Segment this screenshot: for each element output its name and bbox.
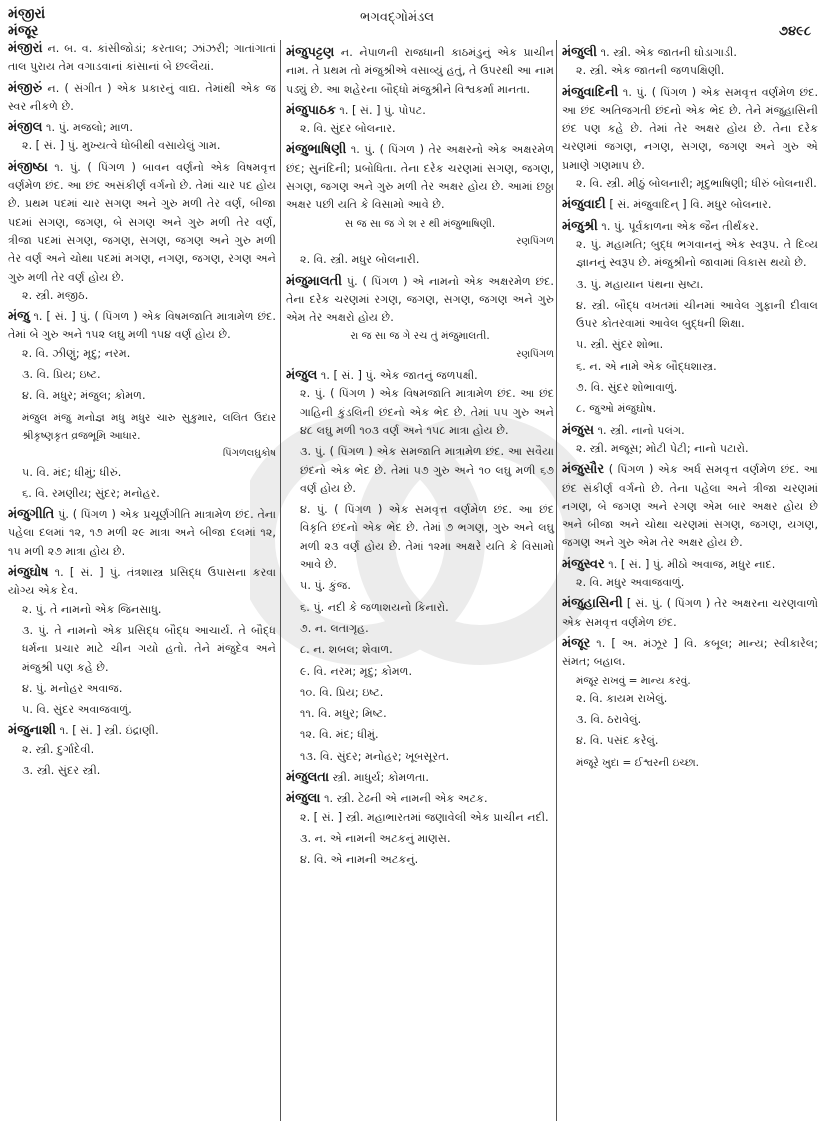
page-number: ૭૪૯૮ — [779, 24, 811, 39]
dictionary-entry — [8, 506, 276, 561]
sense: ૩. ન. એ નામની અટકનું માણસ. — [300, 831, 451, 845]
definition: સ્ત્રી. માધુર્ય; કોમળતા. — [332, 770, 429, 784]
dictionary-entry — [8, 119, 276, 156]
sense: ૧૩. વિ. સુંદર; મનોહર; ખૂબસૂરત. — [300, 749, 450, 763]
headword: મંજુલ — [286, 368, 318, 384]
definition: પું. ( પિંગળ ) એ નામનો એક અક્ષરમેળ છંદ. તેના દરેક ચરણમાં રગણ, જગણ, સગણ, જગણ અને ગુરુ એમ તેર અક્ષરો હોય છે. — [286, 274, 554, 325]
guide-words — [8, 6, 45, 40]
definition: ૧. [ સં. ] પું. પોપટ. — [339, 103, 426, 117]
dictionary-entry — [562, 595, 818, 632]
dictionary-entry — [562, 196, 818, 214]
definition: ( પિંગળ ) એક અર્ધ સમવૃત્ત વર્ણમેળ છંદ. આ છંદ સંકીર્ણ વર્ગનો છે. તેના પહેલા અને ત્રીજા ચરણમાં નગણ, બે જગણ અને રગણ એમ બાર અક્ષર હોય છે અને બીજા અને ચોથા ચરણમાં સગણ, જગણ, યગણ, જગણ અને ગુરુ એમ તેર અક્ષર હોય છે. — [562, 463, 818, 550]
definition: ૧. [ સં. ] પું. એક જાતનું જળપક્ષી. — [320, 369, 478, 383]
dictionary-entry — [286, 102, 554, 139]
sense: ૧૨. વિ. મંદ; ધીમું. — [300, 728, 379, 742]
definition: ૧. પું. ( પિંગળ ) એક સમવૃત્ત વર્ણમેળ છંદ. આ છંદ અતિજગતી છંદનો એક ભેદ છે. તેને મંજુહાસિની છંદ પણ કહે છે. તેમાં તેર અક્ષર હોય છે. તેના દરેક ચરણમાં જગણ, નગણ, સગણ, જગણ અને ગુરુ એ પ્રમાણે ગણમાપ છે. — [562, 85, 819, 172]
definition: [ સં. મંજુવાદિન્ ] વિ. મધુર બોલનાર. — [609, 198, 772, 212]
dictionary-entry — [286, 367, 554, 766]
column-2 — [286, 44, 554, 1127]
guide-word-last: મંજૂર — [8, 23, 39, 39]
headword: મંજુમાલતી — [286, 273, 343, 289]
dictionary-entry — [562, 218, 818, 419]
sense: ૨. [ સં. ] સ્ત્રી. મહાભારતમાં જણાવેલી એક પ્રાચીન નદી. — [300, 810, 549, 824]
headword: મંજુસ્વર — [562, 556, 605, 572]
sense: ૩. સ્ત્રી. સુંદર સ્ત્રી. — [22, 763, 101, 777]
headword: મંજુપટ્ટણ — [286, 45, 335, 60]
definition: [ સં. પું. ( પિંગળ ) તેર અક્ષરના ચરણવાળો એક સમવૃત્ત વર્ણમેળ છંદ. — [562, 597, 819, 629]
sense: ૨. [ સં. ] પું. મુખ્યત્વે ધોબીથી વસાયેલું ગામ. — [22, 139, 221, 153]
sense: ૨. વિ. મધુર અવાજવાળું. — [576, 576, 685, 590]
citation-source: પિંગળલઘુકોષ — [222, 448, 276, 460]
dictionary-entry — [8, 722, 276, 780]
dictionary-entry — [8, 80, 276, 117]
definition: ૧. [ સં. ] પું. તંત્રશાસ્ત્ર પ્રસિદ્ધ ઉપાસના કરવા યોગ્ય એક દેવ. — [8, 566, 276, 598]
definition: ૧. સ્ત્રી. ટેઢની એ નામની એક અટક. — [324, 792, 488, 806]
sense: ૬. પું. નદી કે જળાશયનો કિનારો. — [300, 600, 449, 614]
quotation: રા જ સા જ ગે રચ તું મંજુમાલતી. — [350, 330, 490, 343]
sense: ૧૧. વિ. મધુર; મિષ્ટ. — [300, 707, 387, 721]
sense: ૪. વિ. એ નામની અટકનું. — [300, 853, 419, 867]
definition: ૧. [ અ. મંઝૂર ] વિ. કબૂલ; માન્ય; સ્વીકારેલ; સંમત; બહાલ. — [562, 636, 818, 669]
sense: ૫. પું. કુંજ. — [300, 579, 351, 593]
definition: પું. ( પિંગળ ) એક પ્રચૂર્ણગીતિ માત્રામેળ છંદ. તેના પહેલા દલમાં ૧૨, ૧૭ મળી ૨૯ માત્રા અને બીજા દલમાં ૧૨, ૧૫ મળી ૨૭ માત્રા હોય છે. — [8, 508, 276, 558]
sense: ૨. વિ. સ્ત્રી. મધુર બોલનારી. — [300, 253, 420, 267]
sense: ૬. વિ. રમણીય; સુંદર; મનોહર. — [22, 486, 160, 500]
headword: મંજૂર — [562, 635, 591, 651]
quotation: સ જ સા જ ગે શ ર થી મંજુભાષિણી. — [344, 217, 496, 230]
headword: મંજુપાઠક — [286, 102, 336, 118]
definition: ૧. પું. મજલો; માળ. — [46, 121, 133, 135]
dictionary-entry — [562, 84, 818, 194]
column-3 — [562, 44, 818, 1127]
headword: મંજુલતા — [286, 769, 330, 785]
dictionary-entry — [562, 556, 818, 593]
citation-source: રણપિંગળ — [516, 348, 554, 360]
dictionary-entry — [562, 44, 818, 81]
definition: ૧. [ સં. ] પું. મીઠો અવાજ, મધુર નાદ. — [608, 557, 776, 571]
sense: ૪. વિ. પસંદ કરેલું. — [576, 734, 659, 748]
headword: મંજીરાં — [8, 41, 43, 56]
headword: મંજીષ્ઠા — [8, 159, 48, 175]
dictionary-entry — [8, 308, 276, 503]
quotation: મંજૂર રાખવું = માન્ય કરવું. — [576, 674, 691, 687]
definition: ૧. પું. ( પિંગળ ) તેર અક્ષરનો એક અક્ષરમેળ છંદ; સુનંદિની; પ્રબોધિતા. તેના દરેક ચરણમાં સગણ, જગણ, સગણ, જગણ અને ગુરુ મળી તેર અક્ષર હોય છે. આમાં છઠ્ઠા અક્ષર પછી યતિ કે વિસામો આવે છે. — [286, 143, 554, 212]
dictionary-entry — [8, 564, 276, 719]
sense: ૩. વિ. પ્રિય; ઇષ્ટ. — [22, 368, 101, 382]
dictionary-entry — [562, 461, 818, 552]
sense: ૨. સ્ત્રી. મજૂસ; મોટી પેટી; નાનો પટારો. — [576, 441, 749, 455]
dictionary-entry — [286, 141, 554, 269]
headword: મંજુઘોષ — [8, 565, 49, 581]
definition: ન. ( સંગીત ) એક પ્રકારનું વાદ્ય. તેમાંથી એક જ સ્વર નીકળે છે. — [8, 81, 276, 113]
sense: ૨. પું. મહામતિ; બુદ્ધ ભગવાનનું એક સ્વરૂપ. તે દિવ્ય જ્ઞાનનું સ્વરૂપ છે. મંજુશ્રીનો જાવામાં વિકાસ થયો છે. — [576, 237, 818, 270]
sense: ૧૦. વિ. પ્રિય; ઇષ્ટ. — [300, 685, 384, 699]
sense: ૪. પું. મનોહર અવાજ. — [22, 681, 123, 695]
headword: મંજુસૌર — [562, 462, 605, 478]
sense: ૨. વિ. સુંદર બોલનાર. — [300, 122, 396, 136]
headword: મંજુહાસિની — [562, 596, 623, 612]
sense: ૪. વિ. મધુર; મંજુલ; કોમળ. — [22, 389, 146, 403]
sense: ૨. સ્ત્રી. દુર્ગાદેવી. — [22, 742, 95, 756]
sense: ૪. સ્ત્રી. બૌદ્ધ વખતમાં ચીનમાં આવેલ ગુફાની દીવાલ ઉપર કોતરવામાં આવેલ બુદ્ધની શિક્ષા. — [576, 298, 818, 331]
sense: ૩. પું. ( પિંગળ ) એક સમજાતિ માત્રામેળ છંદ. આ સવૈયા છંદનો એક ભેદ છે. તેમાં ૫૭ ગુરુ અને ૧૦ લઘુ મળી ૬૭ વર્ણ હોય છે. — [300, 445, 554, 495]
sense: ૯. વિ. નરમ; મૃદુ; કોમળ. — [300, 664, 413, 678]
dictionary-entry — [562, 635, 818, 772]
definition: ૧. [ સં. ] સ્ત્રી. ઇંદ્રાણી. — [59, 724, 159, 738]
dictionary-entry — [286, 769, 554, 787]
sense: ૫. વિ. સુંદર અવાજવાળું. — [22, 703, 132, 717]
definition: ન. બ. વ. કાંસીજોડાં; કરતાલ; ઝાંઝરી; ગાતાંગાતાં તાલ પુરાય તેમ વગાડવાનાં કાંસાનાં બે છલ્લૈયાં. — [8, 42, 276, 74]
sense: ૨. વિ. કાયમ રાખેલું. — [576, 691, 668, 705]
quotation: મંજૂરે ખુદા = ઈશ્વરની ઇચ્છા. — [576, 756, 699, 769]
headword: મંજુભાષિણી — [286, 142, 347, 158]
dictionary-entry — [286, 790, 554, 869]
headword: મંજીલ — [8, 120, 43, 136]
sense: ૫. વિ. મંદ; ધીમું; ધીરું. — [22, 465, 122, 479]
guide-word-first: મંજીરાં — [8, 6, 46, 22]
headword: મંજુવાદી — [562, 197, 606, 213]
sense: ૮. જુઓ મંજુઘોષ. — [576, 402, 657, 416]
definition: ૧. [ સં. ] પું. ( પિંગળ ) એક વિષમજાતિ માત્રામેળ છંદ. તેમાં બે ગુરુ અને ૧૫૨ લઘુ મળી ૧૫૪ વર્ણ હોય છે. — [8, 310, 276, 342]
dictionary-entry — [8, 159, 276, 305]
headword: મંજુનાશી — [8, 723, 57, 739]
headword: મંજુવાદિની — [562, 84, 619, 100]
headword: મંજુલા — [286, 791, 321, 807]
headword: મંજુ — [8, 309, 30, 325]
sense: ૩. પું. તે નામનો એક પ્રસિદ્ધ બૌદ્ધ આચાર્ય. તે બૌદ્ધ ધર્મના પ્રચાર માટે ચીન ગયો હતો. તેને મંજુદેવ અને મંજુશ્રી પણ કહે છે. — [22, 623, 276, 674]
dictionary-entry — [286, 273, 554, 364]
dictionary-entry — [8, 40, 276, 77]
page-title: ભગવદ્ગોમંડલ — [360, 10, 435, 25]
sense: ૨. પું. ( પિંગળ ) એક વિષમજાતિ માત્રામેળ છંદ. આ છંદ ગાહિની કુંડલિની છંદનો એક ભેદ છે. તેમાં ૫૫ ગુરુ અને ૪૮ લઘુ મળી ૧૦૩ વર્ણ અને ૧૫૮ માત્રા હોય છે. — [300, 387, 554, 437]
sense: ૨. વિ. ઝીણું; મૃદુ; નરમ. — [22, 346, 131, 360]
headword: મંજુગીતિ — [8, 507, 55, 523]
dictionary-entry — [286, 44, 554, 99]
sense: ૨. સ્ત્રી. એક જાતની જળપક્ષિણી. — [576, 64, 725, 78]
definition: ૧. પું. પૂર્વકાળના એક જૈન તીર્થંકર. — [601, 219, 759, 233]
headword: મંજુસ — [562, 422, 595, 438]
column-divider — [280, 40, 281, 1121]
sense: ૫. સ્ત્રી. સુંદર શોભા. — [576, 338, 664, 352]
definition: ૧. સ્ત્રી. એક જાતની ઘોડાગાડી. — [600, 46, 737, 59]
sense: ૭. વિ. સુંદર શોભાવાળું. — [576, 381, 678, 395]
sense: ૨. પું. તે નામનો એક જિનસાધુ. — [22, 602, 162, 616]
sense: ૭. ન. લતાગૃહ. — [300, 621, 369, 635]
sense: ૬. ન. એ નામે એક બૌદ્ધશાસ્ત્ર. — [576, 359, 717, 373]
definition: ૧. સ્ત્રી. નાનો પલંગ. — [597, 423, 685, 437]
column-1 — [8, 40, 276, 1127]
sense: ૮. ન. શબલ; શેવાળ. — [300, 643, 393, 657]
headword: મંજુલી — [562, 45, 598, 60]
dictionary-entry — [562, 422, 818, 459]
quotation: મંજુલ મંજુ મનોજ્ઞ મધુ મધુર ચારુ સુકુમાર, લલિત ઉદાર શ્રીકૃષ્ણકૃત વ્રજભૂમિ આધાર. — [22, 411, 276, 442]
sense: ૪. પું. ( પિંગળ ) એક સમવૃત્ત વર્ણમેળ છંદ. આ છંદ વિકૃતિ છંદનો એક ભેદ છે. તેમાં ૭ ભગણ, ગુરુ અને લઘુ મળી ૨૩ વર્ણ હોય છે. તેમાં ૧૨મા અક્ષરે યતિ કે વિસામો આવે છે. — [300, 503, 554, 572]
sense: ૨. વિ. સ્ત્રી. મીઠું બોલનારી; મૃદુભાષિણી; ધીરું બોલનારી. — [576, 177, 817, 191]
headword: મંજુશ્રી — [562, 218, 598, 234]
headword: મંજીરું — [8, 80, 43, 96]
sense: ૩. પું. મહાયાન પંથના સ્રષ્ટા. — [576, 277, 704, 291]
column-divider — [556, 40, 557, 1121]
definition: ન. નેપાળની રાજધાની કાઠમંડુનું એક પ્રાચીન નામ. તે પ્રથમ તો મંજુશ્રીએ વસાવ્યું હતું, તે ઉપરથી આ નામ પડ્યું છે. આ શહેરના બૌદ્ધો મંજુશ્રીને વિશ્વકર્મા માનતા. — [286, 46, 555, 96]
citation-source: રણપિંગળ — [516, 235, 554, 247]
sense: ૩. વિ. ઠરાવેલું. — [576, 713, 642, 727]
definition: ૧. પું. ( પિંગળ ) બાવન વર્ણનો એક વિષમવૃત્ત વર્ણમેળ છંદ. આ છંદ અસંકીર્ણ વર્ગનો છે. તેમાં ચાર પદ હોય છે. પ્રથમ પદમાં ચાર સગણ અને ગુરુ મળી તેર વર્ણ, બીજા પદમાં સગણ, જગણ, બે સગણ અને ગુરુ મળી તેર વર્ણ, ત્રીજા પદમાં સગણ, જગણ, સગણ, જગણ અને ગુરુ મળી તેર વર્ણ અને ચોથા પદમાં મગણ, નગણ, જગણ, રગણ અને ગુરુ મળી તેર વર્ણ હોય છે. — [8, 160, 276, 284]
sense: ૨. સ્ત્રી. મજીઠ. — [22, 288, 89, 302]
